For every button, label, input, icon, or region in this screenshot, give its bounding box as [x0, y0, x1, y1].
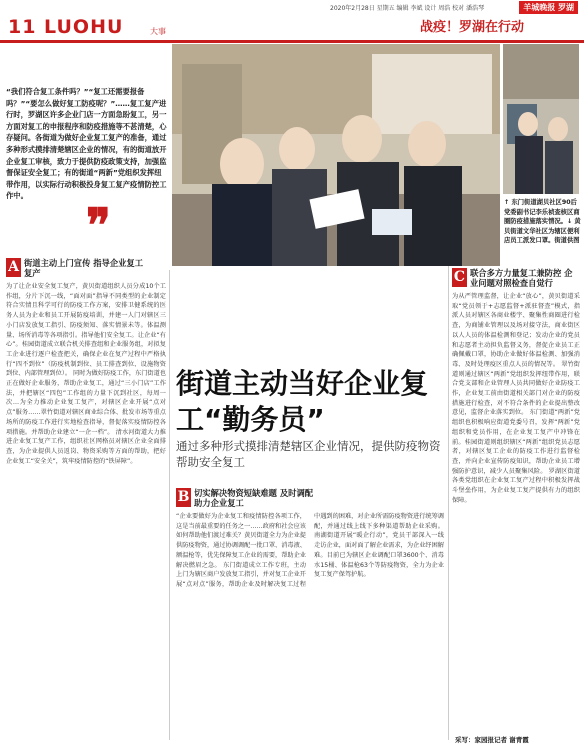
- page-banner: 战疫！罗湖在行动: [420, 20, 525, 35]
- column-divider: [169, 270, 170, 740]
- masthead-meta: [0, 0, 584, 14]
- subheadline: 通过多种形式摸排清楚辖区企业情况，提供防疫物资帮助安全复工: [176, 439, 441, 469]
- section-a-body: 为了让企业安全复工复产，黄贝街道组织人员分成10个工作组，分片下沉一线，“面对面”指导不同类型的企业制定符合实情且科学可行的防疫工作方案，安排卫健系统的医务人员为企业和员工开展防疫培训，并建一人门对辖区三小门店发放复工指引、防疫须知、落实情景未等。体温测量、场所消毒等各项指引。指导他们安全复工。让企业“有心”。桂园街道成立联合机关排查组和企业服务组，对拟复工企业进行逐户检查把关，确保企业在复产过程中严格执行“四不到位”（防疫机制到位、员工排查到位、设施物资到位、内部管理到位）。 同时为做好防疫工作，东门街道也正在做好企业服务，帮助企业复工，通过“三小门店”工作法，并把辖区“四包”工作组的力量下沉到社区，每周一次…为全力推动企业复工复产，对辖区企业开展“点对点”服务……翠竹街道对辖区商业综合体、批发市场等重点场所的防疫工作进行实地检查指导，督促落实疫情防控各项措施。并帮助企业建立“一企一档”。 清水河街道大力推进企业复工复产工作，组织社区网格员对辖区企业全面排查，为企业提供人员返岗、物资采购等方面的帮助，把好企业复工“安全关”，筑牢疫情防控的“铁屏障”。: [6, 283, 166, 465]
- section-a-head: [6, 258, 144, 278]
- lead-paragraph: “我们符合复工条件吗？”“复工还需要报备吗？”“要怎么做好复工防疫呢？”……复工复产进行时，罗湖区许多企业门店一方面急盼复工，另一方面对复工的申报程序和防疫措施等不甚清楚，心存疑问。各街道为做好企业复工复产的准备，通过多种形式摸排清楚辖区企业的情况，有的街道放开企业复工审核，致力于提供防疫政策支持，加强监督保证安全复工；有的街道“两新”党组织发挥纽带作用，以实际行动积极投身复工复产疫情防控工作中。: [6, 87, 167, 201]
- section-b-body: “企业要做好为企业复工和疫情防控各项工作，这是当前最重要的任务之一……政府和社会应该如何帮助他们渡过难关？黄贝街道全力为企业提供防疫物资，通过协调调配一批口罩、消毒液、额温枪等，优先保障复工企业的需要，帮助企业解决燃眉之急。 东门街道成立工作专班，主动上门为辖区商户发放复工指引，并对复工企业开展“点对点”服务，帮助企业及时解决复工过程中遇到的困难，对企业所需防疫物资进行统筹调配，并通过线上线下多种渠道帮助企业采购。 南湖街道开展“暖企行动”，党员干部深入一线走访企业，面对面了解企业需求，为企业纾困解难。目前已为辖区企业调配口罩3600个、消毒水15桶、体温枪63个等防疫物资，全力为企业复工复产保驾护航。: [176, 513, 444, 588]
- byline: 采写：家园报记者 谢青霞: [455, 736, 529, 744]
- page-number: 11 LUOHU: [8, 16, 124, 38]
- section-label: 大事: [150, 27, 166, 36]
- main-photo-illustration: [172, 44, 500, 266]
- section-c-head: [452, 268, 580, 288]
- section-c-letter: C: [453, 269, 466, 285]
- secondary-photo: [503, 44, 579, 194]
- section-c-body: 为从严管理监督，让企业“放心”，黄贝街道采取“党员领于+志愿监督+派驻督查”模式，指派人员对辖区各商业楼宇、聚集性商圈进行检查，为商铺业管理以及场对接守法，商业街区以人人员的体温检测和登记；发动企业的党员和志愿者主动担负监督义务，督促企业员工正确佩戴口罩，协助企业做好体温检测、加强消毒、及时处理疫区重点人员的情况等。 翠竹街道则通过辖区“两新”党组织发挥纽带作用，联合党支部和企业管理人员共同做好企业防疫工作，企业复工前由街道相关部门对企业的防疫措施进行检查，对不符合条件的企业提出整改意见，监督企业落实到位。 东门街道“两新”党组织也积极响应街道党委号召，发挥“两新”党组织和党员作用，在企业复工复产中冲锋在前。桂园街道则组织辖区“两新”组织党员志愿者，对辖区复工企业的防疫工作进行监督检查，并向企业宣传防疫知识，帮助企业员工增强防护意识，减少人员聚集风险。 罗湖区街道各类党组织在企业复工复产过程中积极发挥战斗堡垒作用，为企业复工复产提供有力的组织保障。: [452, 293, 580, 504]
- header-rule: [0, 40, 584, 43]
- section-b-letter: B: [177, 489, 190, 505]
- page-header: [0, 14, 584, 40]
- headline: 街道主动当好企业复工“勤务员”: [176, 367, 429, 436]
- section-c-title: 联合多方力量复工兼防控 企业问题对照检查自觉行: [470, 268, 573, 288]
- main-photo: [172, 44, 500, 266]
- secondary-photo-illustration: [503, 44, 579, 194]
- section-a-title: 街道主动上门宣传 指导企业复工复产: [24, 258, 144, 278]
- column-divider: [448, 266, 449, 740]
- section-b-title: 切实解决物资短缺难题 及时调配助力企业复工: [194, 488, 314, 508]
- brand-logo: 羊城晚报 罗湖: [519, 1, 578, 14]
- section-b-head: [176, 488, 319, 508]
- photo-caption: ↑ 东门街道湖贝社区90后党委副书记李乐祯查核区商圈防疫措施落实情况。↓ 黄贝街道文华社区为辖区便利店员工派发口罩。街道供图: [504, 199, 581, 244]
- quote-mark-icon: ❞: [86, 198, 111, 252]
- issue-meta: 2020年2月28日 星期五 编辑 李斌 设计 周浩 校对 潘浩琴: [330, 5, 485, 12]
- section-a-letter: A: [6, 258, 21, 277]
